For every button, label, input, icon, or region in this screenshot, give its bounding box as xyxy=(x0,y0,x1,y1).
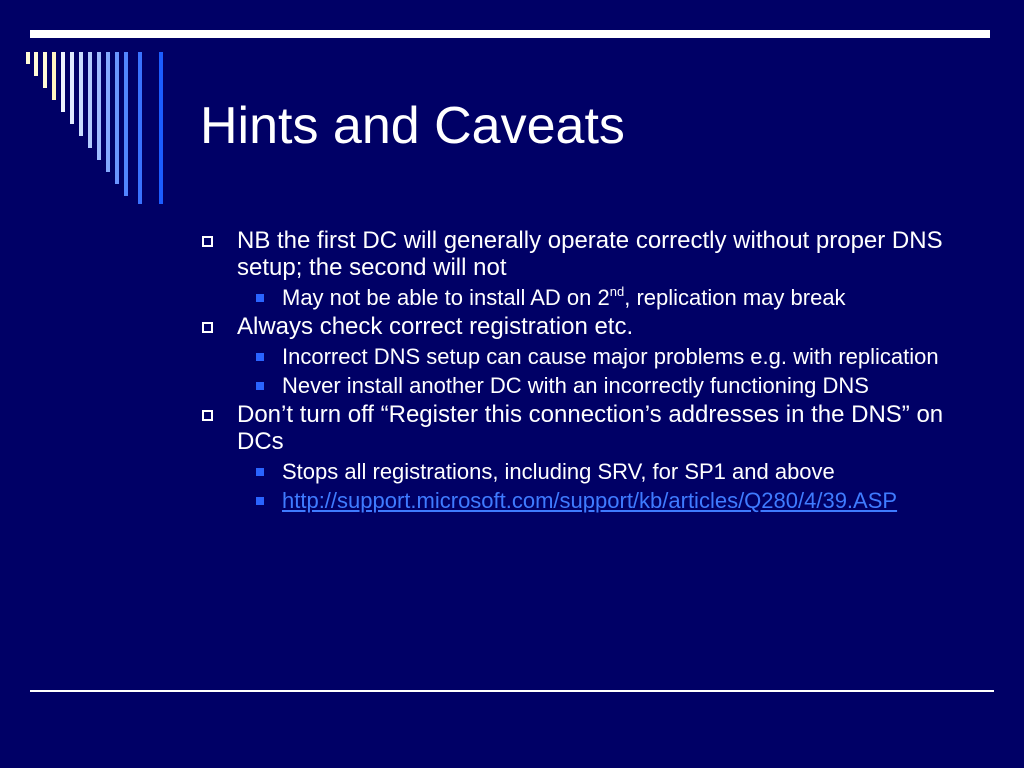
kb-article-link[interactable]: http://support.microsoft.com/support/kb/articles/Q280/4/39.ASP xyxy=(282,488,898,513)
deco-bar xyxy=(115,52,119,184)
bullet-item xyxy=(200,227,970,310)
deco-bar xyxy=(106,52,110,172)
hollow-square-bullet-icon xyxy=(202,410,213,421)
deco-bar xyxy=(124,52,128,196)
sub-bullet-list xyxy=(245,344,970,398)
sub-bullet-text: Stops all registrations, including SRV, for SP1 and above xyxy=(282,459,835,484)
ordinal-superscript: nd xyxy=(609,284,625,299)
sub-bullet-text xyxy=(282,285,846,310)
sub-bullet-list xyxy=(245,459,970,513)
sub-bullet-list xyxy=(245,285,970,310)
sub-bullet-text-post: , replication may break xyxy=(624,285,846,310)
sub-bullet-text: Incorrect DNS setup can cause major problems e.g. with replication xyxy=(282,344,939,369)
filled-square-bullet-icon xyxy=(256,497,264,505)
deco-bar xyxy=(26,52,30,64)
filled-square-bullet-icon xyxy=(256,294,264,302)
bottom-divider xyxy=(30,690,994,692)
filled-square-bullet-icon xyxy=(256,468,264,476)
filled-square-bullet-icon xyxy=(256,382,264,390)
deco-bar xyxy=(97,52,101,160)
deco-bar xyxy=(79,52,83,136)
deco-bar xyxy=(52,52,56,100)
sub-bullet-text: Never install another DC with an incorrectly functioning DNS xyxy=(282,373,869,398)
bullet-item xyxy=(200,313,970,398)
bullet-text: Don’t turn off “Register this connection’s addresses in the DNS” on DCs xyxy=(237,401,944,455)
bullet-item xyxy=(200,401,970,513)
deco-bar xyxy=(61,52,65,112)
sub-bullet-text-pre: May not be able to install AD on 2 xyxy=(282,285,610,310)
bullet-text: NB the first DC will generally operate correctly without proper DNS setup; the second will not xyxy=(237,227,943,281)
deco-bar xyxy=(34,52,38,76)
hollow-square-bullet-icon xyxy=(202,236,213,247)
bullet-list xyxy=(200,227,970,513)
deco-bar xyxy=(159,52,163,204)
sub-bullet-item xyxy=(245,459,970,484)
decorative-bars xyxy=(0,0,180,220)
slide-title: Hints and Caveats xyxy=(200,97,625,155)
deco-bar xyxy=(88,52,92,148)
deco-bar xyxy=(70,52,74,124)
bullet-content xyxy=(200,224,970,515)
sub-bullet-item xyxy=(245,285,970,310)
deco-bar xyxy=(138,52,142,204)
sub-bullet-item xyxy=(245,344,970,369)
hollow-square-bullet-icon xyxy=(202,322,213,333)
deco-bar xyxy=(43,52,47,88)
sub-bullet-item xyxy=(245,373,970,398)
sub-bullet-item xyxy=(245,488,970,513)
filled-square-bullet-icon xyxy=(256,353,264,361)
bullet-text: Always check correct registration etc. xyxy=(237,313,634,340)
